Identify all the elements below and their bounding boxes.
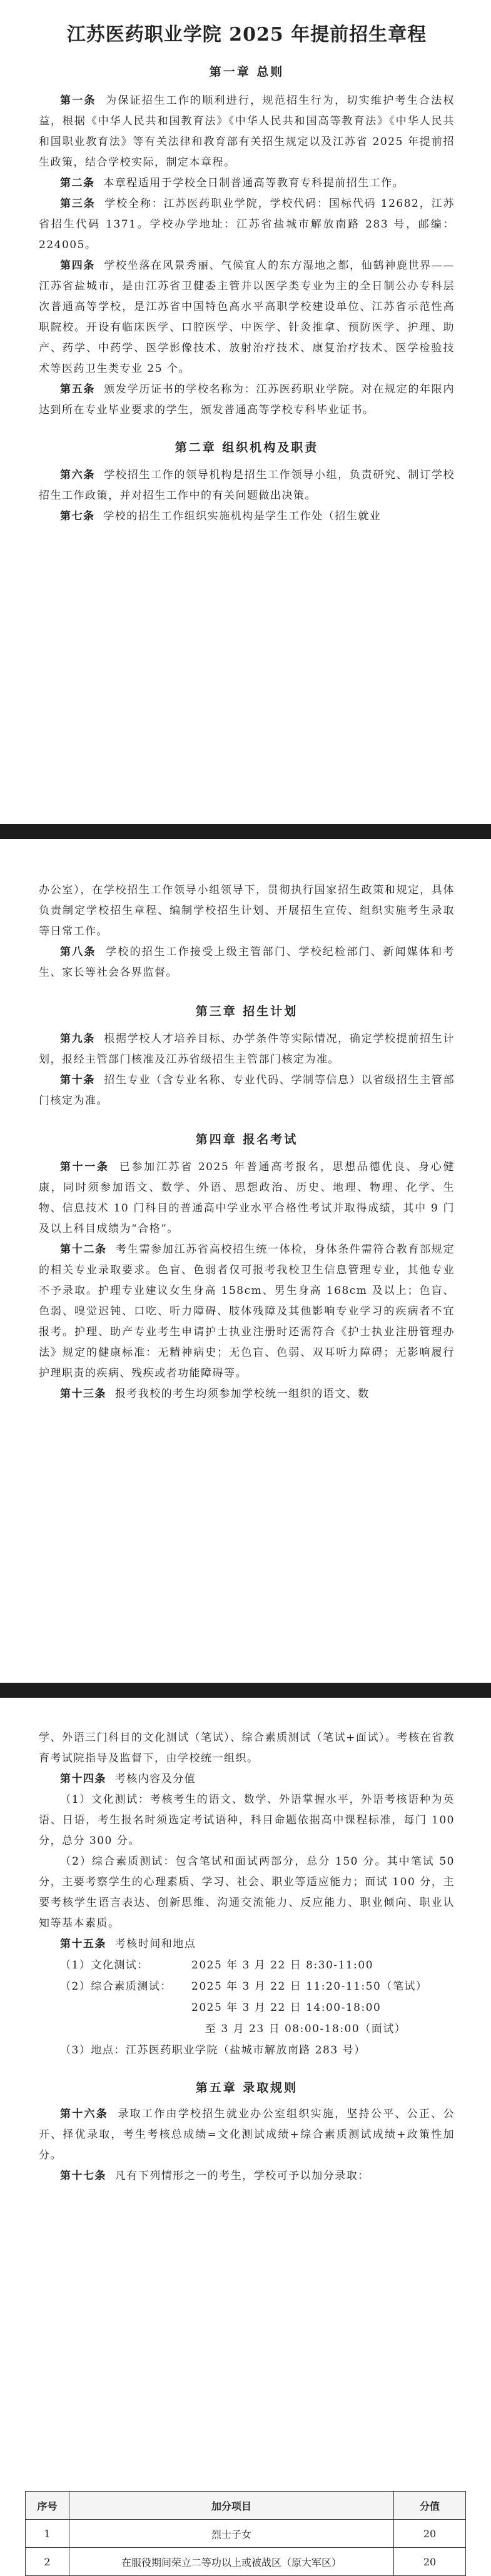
table-header-cell: 加分项目 bbox=[69, 2492, 393, 2520]
article-7 bbox=[39, 506, 455, 527]
document-title: 江苏医药职业学院 2025 年提前招生章程 bbox=[66, 24, 427, 46]
article-text: 学校的招生工作组织实施机构是学生工作处（招生就业 bbox=[103, 510, 382, 523]
article-2 bbox=[39, 173, 455, 194]
table-cell: 1 bbox=[26, 2520, 69, 2548]
article-label: 第一条 bbox=[60, 94, 96, 107]
article-text: 考核内容及分值 bbox=[114, 1773, 196, 1785]
article-text: 已参加江苏省 2025 年普通高考报名，思想品德优良、身心健康，同时须参加语文、数学、外语、思想政治、历史、地理、物理、化学、生物、信息技术 10 门科目的普通高中学业水平合格性考试并取得成绩，其中 9 门及以上科目成绩为“合格”。 bbox=[39, 1161, 455, 1235]
bonus-table bbox=[25, 2491, 466, 2576]
page-1-content bbox=[39, 19, 455, 527]
article-label: 第十五条 bbox=[60, 1938, 106, 1950]
article-text: 颁发学历证书的学校名称为：江苏医药职业学院。对在规定的年限内达到所在专业毕业要求的学生，颁发普通高等学校专科毕业证书。 bbox=[39, 383, 455, 416]
article-7-continued: 办公室），在学校招生工作领导小组领导下，贯彻执行国家招生政策和规定，具体负责制定学校招生章程、编制学校招生计划、开展招生宣传、组织实施考生录取等日常工作。 bbox=[39, 884, 455, 938]
article-text: 学校全称：江苏医药职业学院，学校代码：国标代码 12682，江苏省招生代码 1371。学校办学地址：江苏省盐城市解放南路 283 号，邮编：224005。 bbox=[39, 198, 455, 251]
article-14 bbox=[39, 1769, 455, 1790]
table-cell: 2 bbox=[26, 2548, 69, 2576]
schedule-name: （2）综合素质测试： bbox=[60, 1980, 172, 1993]
article-text: 学校坐落在风景秀丽、气候宜人的东方湿地之都，仙鹤神鹿世界——江苏省盐城市，是由江苏省卫健委主管并以医学类专业为主的全日制公办专科层次普通高等学校，是江苏省中国特色高水平高职学校建设单位、江苏省示范性高职院校。开设有临床医学、口腔医学、中医学、针灸推拿、预防医学、护理、助产、药学、中药学、医学影像技术、放射治疗技术、康复治疗技术、医学检验技术等医药卫生类专业 25 个。 bbox=[39, 259, 455, 375]
article-3 bbox=[39, 194, 455, 256]
chapter-5-heading: 第五章 录取规则 bbox=[195, 2081, 298, 2095]
exam-schedule bbox=[39, 1955, 455, 2061]
article-text: 招生专业（含专业名称、专业代码、学制等信息）以省级招生主管部门核定为准。 bbox=[39, 1074, 455, 1107]
article-text: 为保证招生工作的顺利进行，规范招生行为，切实维护考生合法权益，根据《中华人民共和国教育法》《中华人民共和国高等教育法》《中华人民共和国职业教育法》等有关法律和教育部有关招生规定以及江苏省 2025 年提前招生政策，结合学校实际，制定本章程。 bbox=[39, 94, 455, 169]
schedule-time: 2025 年 3 月 22 日 11:20-11:50（笔试） bbox=[191, 1980, 428, 1993]
table-header-cell: 分值 bbox=[394, 2492, 466, 2520]
article-text: 根据学校人才培养目标、办学条件等实际情况，确定学校提前招生计划，报经主管部门核准及江苏省级招生主管部门核定为准。 bbox=[39, 1033, 455, 1066]
article-10 bbox=[39, 1070, 455, 1111]
article-9 bbox=[39, 1029, 455, 1070]
article-6 bbox=[39, 465, 455, 506]
page-separator bbox=[0, 1683, 491, 1698]
article-label: 第五条 bbox=[60, 383, 96, 396]
article-14-item-1: （1）文化测试：考核考生的语文、数学、外语掌握水平，外语考核语种为英语、日语，考生报名时须选定考试语种，科目命题依据高中课程标准，每门 100 分，总分 300 分。 bbox=[39, 1793, 455, 1847]
table-cell: 20 bbox=[394, 2548, 466, 2576]
schedule-location: （3）地点：江苏医药职业学院（盐城市解放南路 283 号） bbox=[60, 2044, 366, 2057]
page-1 bbox=[0, 0, 491, 824]
table-row bbox=[26, 2520, 466, 2548]
article-5 bbox=[39, 379, 455, 421]
article-4 bbox=[39, 256, 455, 379]
article-text: 录取工作由学校招生就业办公室组织实施，坚持公平、公正、公开、择优录取，考生考核总成绩=文化测试成绩+综合素质测试成绩+政策性加分。 bbox=[39, 2108, 455, 2162]
article-13-continued: 学、外语三门科目的文化测试（笔试）、综合素质测试（笔试+面试）。考核在省教育考试院指导及监督下，由学校统一组织。 bbox=[39, 1732, 455, 1765]
article-1 bbox=[39, 91, 455, 173]
page-2-content bbox=[39, 880, 455, 1405]
table-cell: 在服役期间荣立二等功以上或被战区（原大军区） bbox=[69, 2548, 393, 2576]
chapter-2-heading: 第二章 组织机构及职责 bbox=[175, 441, 319, 454]
article-12 bbox=[39, 1240, 455, 1384]
article-label: 第十六条 bbox=[60, 2108, 109, 2120]
article-16 bbox=[39, 2104, 455, 2166]
chapter-3-heading: 第三章 招生计划 bbox=[195, 1005, 298, 1018]
schedule-row bbox=[60, 2018, 455, 2040]
article-13 bbox=[39, 1384, 455, 1405]
schedule-row bbox=[60, 1955, 455, 1976]
article-text: 学校的招生工作接受上级主管部门、学校纪检部门、新闻媒体和考生、家长等社会各界监督。 bbox=[39, 946, 455, 979]
table-cell: 20 bbox=[394, 2520, 466, 2548]
schedule-name: （1）文化测试： bbox=[60, 1959, 149, 1972]
article-14-item-2: （2）综合素质测试：包含笔试和面试两部分，总分 150 分。其中笔试 50 分，主要考察学生的心理素质、学习、社会、职业等适应能力；面试 100 分，主要考核学生语言表达、创新思维、沟通交流能力、反应能力、职业倾向、职业认知等基本素质。 bbox=[39, 1855, 455, 1930]
schedule-time: 至 3 月 23 日 08:00-18:00（面试） bbox=[205, 2023, 407, 2035]
article-label: 第十四条 bbox=[60, 1773, 106, 1785]
table-row bbox=[26, 2548, 466, 2576]
article-11 bbox=[39, 1157, 455, 1240]
article-label: 第八条 bbox=[60, 946, 96, 958]
article-label: 第十条 bbox=[60, 1074, 96, 1086]
page-2 bbox=[0, 839, 491, 1683]
article-label: 第九条 bbox=[60, 1033, 96, 1045]
article-label: 第十三条 bbox=[60, 1388, 106, 1400]
article-label: 第十二条 bbox=[60, 1243, 107, 1256]
schedule-row bbox=[60, 2040, 455, 2061]
article-label: 第三条 bbox=[60, 198, 96, 210]
chapter-4-heading: 第四章 报名考试 bbox=[195, 1133, 298, 1146]
article-text: 考核时间和地点 bbox=[114, 1938, 196, 1950]
article-17 bbox=[39, 2166, 455, 2187]
article-label: 第十一条 bbox=[60, 1161, 109, 1173]
article-text: 报考我校的考生均须参加学校统一组织的语文、数 bbox=[114, 1388, 370, 1400]
article-text: 学校招生工作的领导机构是招生工作领导小组，负责研究、制订学校招生工作政策，并对招生工作中的有关问题做出决策。 bbox=[39, 469, 455, 502]
article-label: 第六条 bbox=[60, 469, 96, 481]
article-text: 考生需参加江苏省高校招生统一体检，身体条件需符合教育部规定的相关专业录取要求。色盲、色弱者仅可报考我校卫生信息管理专业，其他专业不予录取。护理专业建议女生身高 158cm、男生身高 168cm 及以上；色盲、色弱、嗅觉迟钝、口吃、听力障碍、肢体残障及其他影响专业学习的疾病者不宜报考。护理、助产专业考生申请护士执业注册时还需符合《护士执业注册管理办法》规定的健康标准：无精神病史；无色盲、色弱、双耳听力障碍；无影响履行护理职责的疾病、残疾或者功能障碍等。 bbox=[39, 1243, 455, 1380]
article-text: 本章程适用于学校全日制普通高等教育专科提前招生工作。 bbox=[103, 177, 405, 189]
article-label: 第七条 bbox=[60, 510, 95, 523]
table-header-row bbox=[26, 2492, 466, 2520]
page-separator bbox=[0, 824, 491, 839]
page-3 bbox=[0, 1698, 491, 2567]
schedule-time: 2025 年 3 月 22 日 8:30-11:00 bbox=[191, 1959, 374, 1972]
table-cell: 烈士子女 bbox=[69, 2520, 393, 2548]
chapter-1-heading: 第一章 总则 bbox=[209, 65, 285, 79]
article-label: 第四条 bbox=[60, 259, 96, 272]
schedule-row bbox=[60, 1976, 455, 1997]
article-label: 第十七条 bbox=[60, 2170, 106, 2182]
article-label: 第二条 bbox=[60, 177, 95, 189]
page-3-content bbox=[39, 1728, 455, 2187]
schedule-time: 2025 年 3 月 22 日 14:00-18:00 bbox=[191, 2002, 382, 2014]
schedule-row bbox=[60, 1997, 455, 2018]
article-text: 凡有下列情形之一的考生，学校可予以加分录取： bbox=[114, 2170, 370, 2182]
bonus-table-wrap bbox=[25, 2491, 466, 2576]
article-15 bbox=[39, 1934, 455, 1955]
article-8 bbox=[39, 942, 455, 983]
table-header-cell: 序号 bbox=[26, 2492, 69, 2520]
